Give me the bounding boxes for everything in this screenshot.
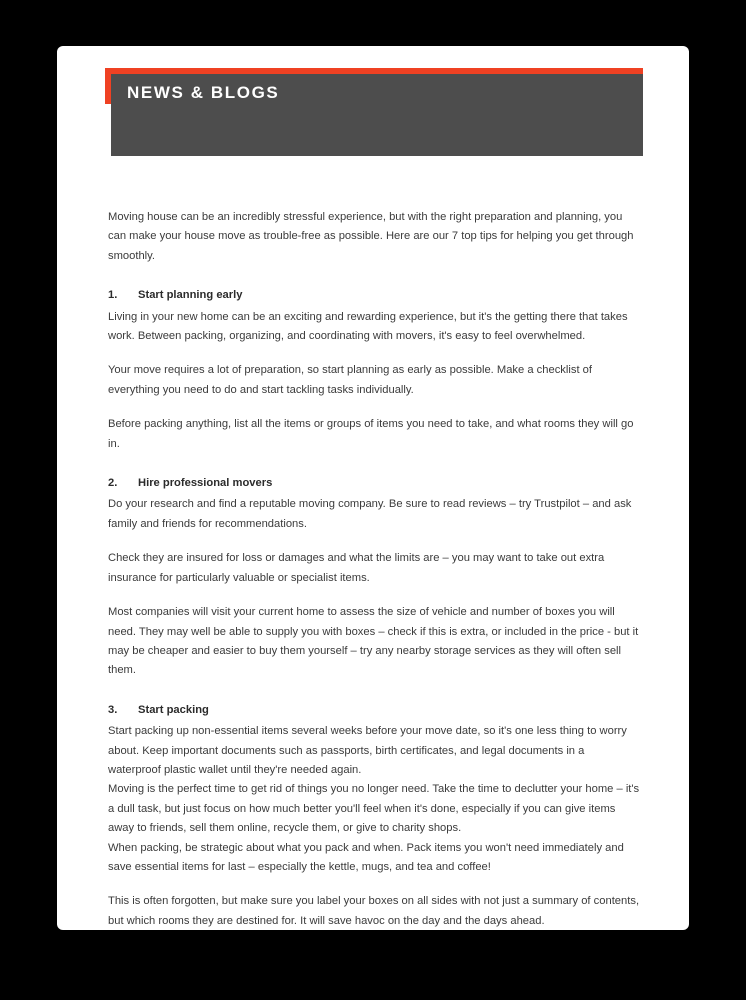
page-title: NEWS & BLOGS — [127, 83, 280, 102]
intro-paragraph: Moving house can be an incredibly stressful experience, but with the right preparation and planning, you can make your house move as trouble-free as possible. Here are our 7 top tips for helping you get through smoothly. — [108, 211, 634, 262]
section-title-2: Hire professional movers — [138, 477, 273, 490]
section-3-paragraph-3: When packing, be strategic about what you pack and when. Pack items you won't need immediately and save essential items for last – especially the kettle, mugs, and tea and coffee! — [108, 841, 624, 873]
section-2-paragraph-1: Do your research and find a reputable moving company. Be sure to read reviews – try Trustpilot – and ask family and friends for recommendations. — [108, 498, 632, 530]
section-1-paragraph-2: Your move requires a lot of preparation, so start planning as early as possible. Make a checklist of everything you need to do and start tackling tasks individually. — [108, 364, 593, 396]
section-2-paragraph-2: Check they are insured for loss or damages and what the limits are – you may want to take out extra insurance for particularly valuable or specialist items. — [108, 552, 605, 584]
section-number-1: 1. — [108, 289, 118, 302]
article-body — [108, 208, 640, 930]
section-1-paragraph-3: Before packing anything, list all the items or groups of items you need to take, and what rooms they will go in. — [108, 418, 634, 450]
section-1-paragraph-1: Living in your new home can be an exciting and rewarding experience, but it's the getting there that takes work. Between packing, organizing, and coordinating with movers, it's easy to feel overwhelmed. — [108, 310, 628, 343]
section-3-paragraph-1: Start packing up non-essential items several weeks before your move date, so it's one less thing to worry about. Keep important documents such as passports, birth certificates, and legal documents in a waterproof plastic wallet until they're needed again. — [108, 725, 627, 776]
section-3-paragraph-4: This is often forgotten, but make sure you label your boxes on all sides with not just a summary of contents, but which rooms they are destined for. It will save havoc on the day and the days ahead. — [108, 895, 640, 927]
section-title-1: Start planning early — [138, 289, 243, 302]
section-title-3: Start packing — [138, 703, 209, 716]
section-heading-1 — [108, 286, 640, 305]
section-number-3: 3. — [108, 703, 118, 716]
section-2-paragraph-3: Most companies will visit your current home to assess the size of vehicle and number of boxes you will need. They may well be able to supply you with boxes – check if this is extra, or included in the price - but it may be cheaper and easier to buy them yourself – try any nearby storage services as they will often sell them. — [108, 606, 639, 677]
section-3-paragraph-2: Moving is the perfect time to get rid of things you no longer need. Take the time to declutter your home – it's a dull task, but just focus on how much better you'll feel when it's done, especially if you can give items away to friends, sell them online, recycle them, or give to charity shops. — [108, 783, 640, 835]
section-heading-2 — [108, 474, 640, 493]
section-heading-3 — [108, 701, 640, 720]
document-page — [57, 46, 689, 930]
section-number-2: 2. — [108, 477, 118, 490]
